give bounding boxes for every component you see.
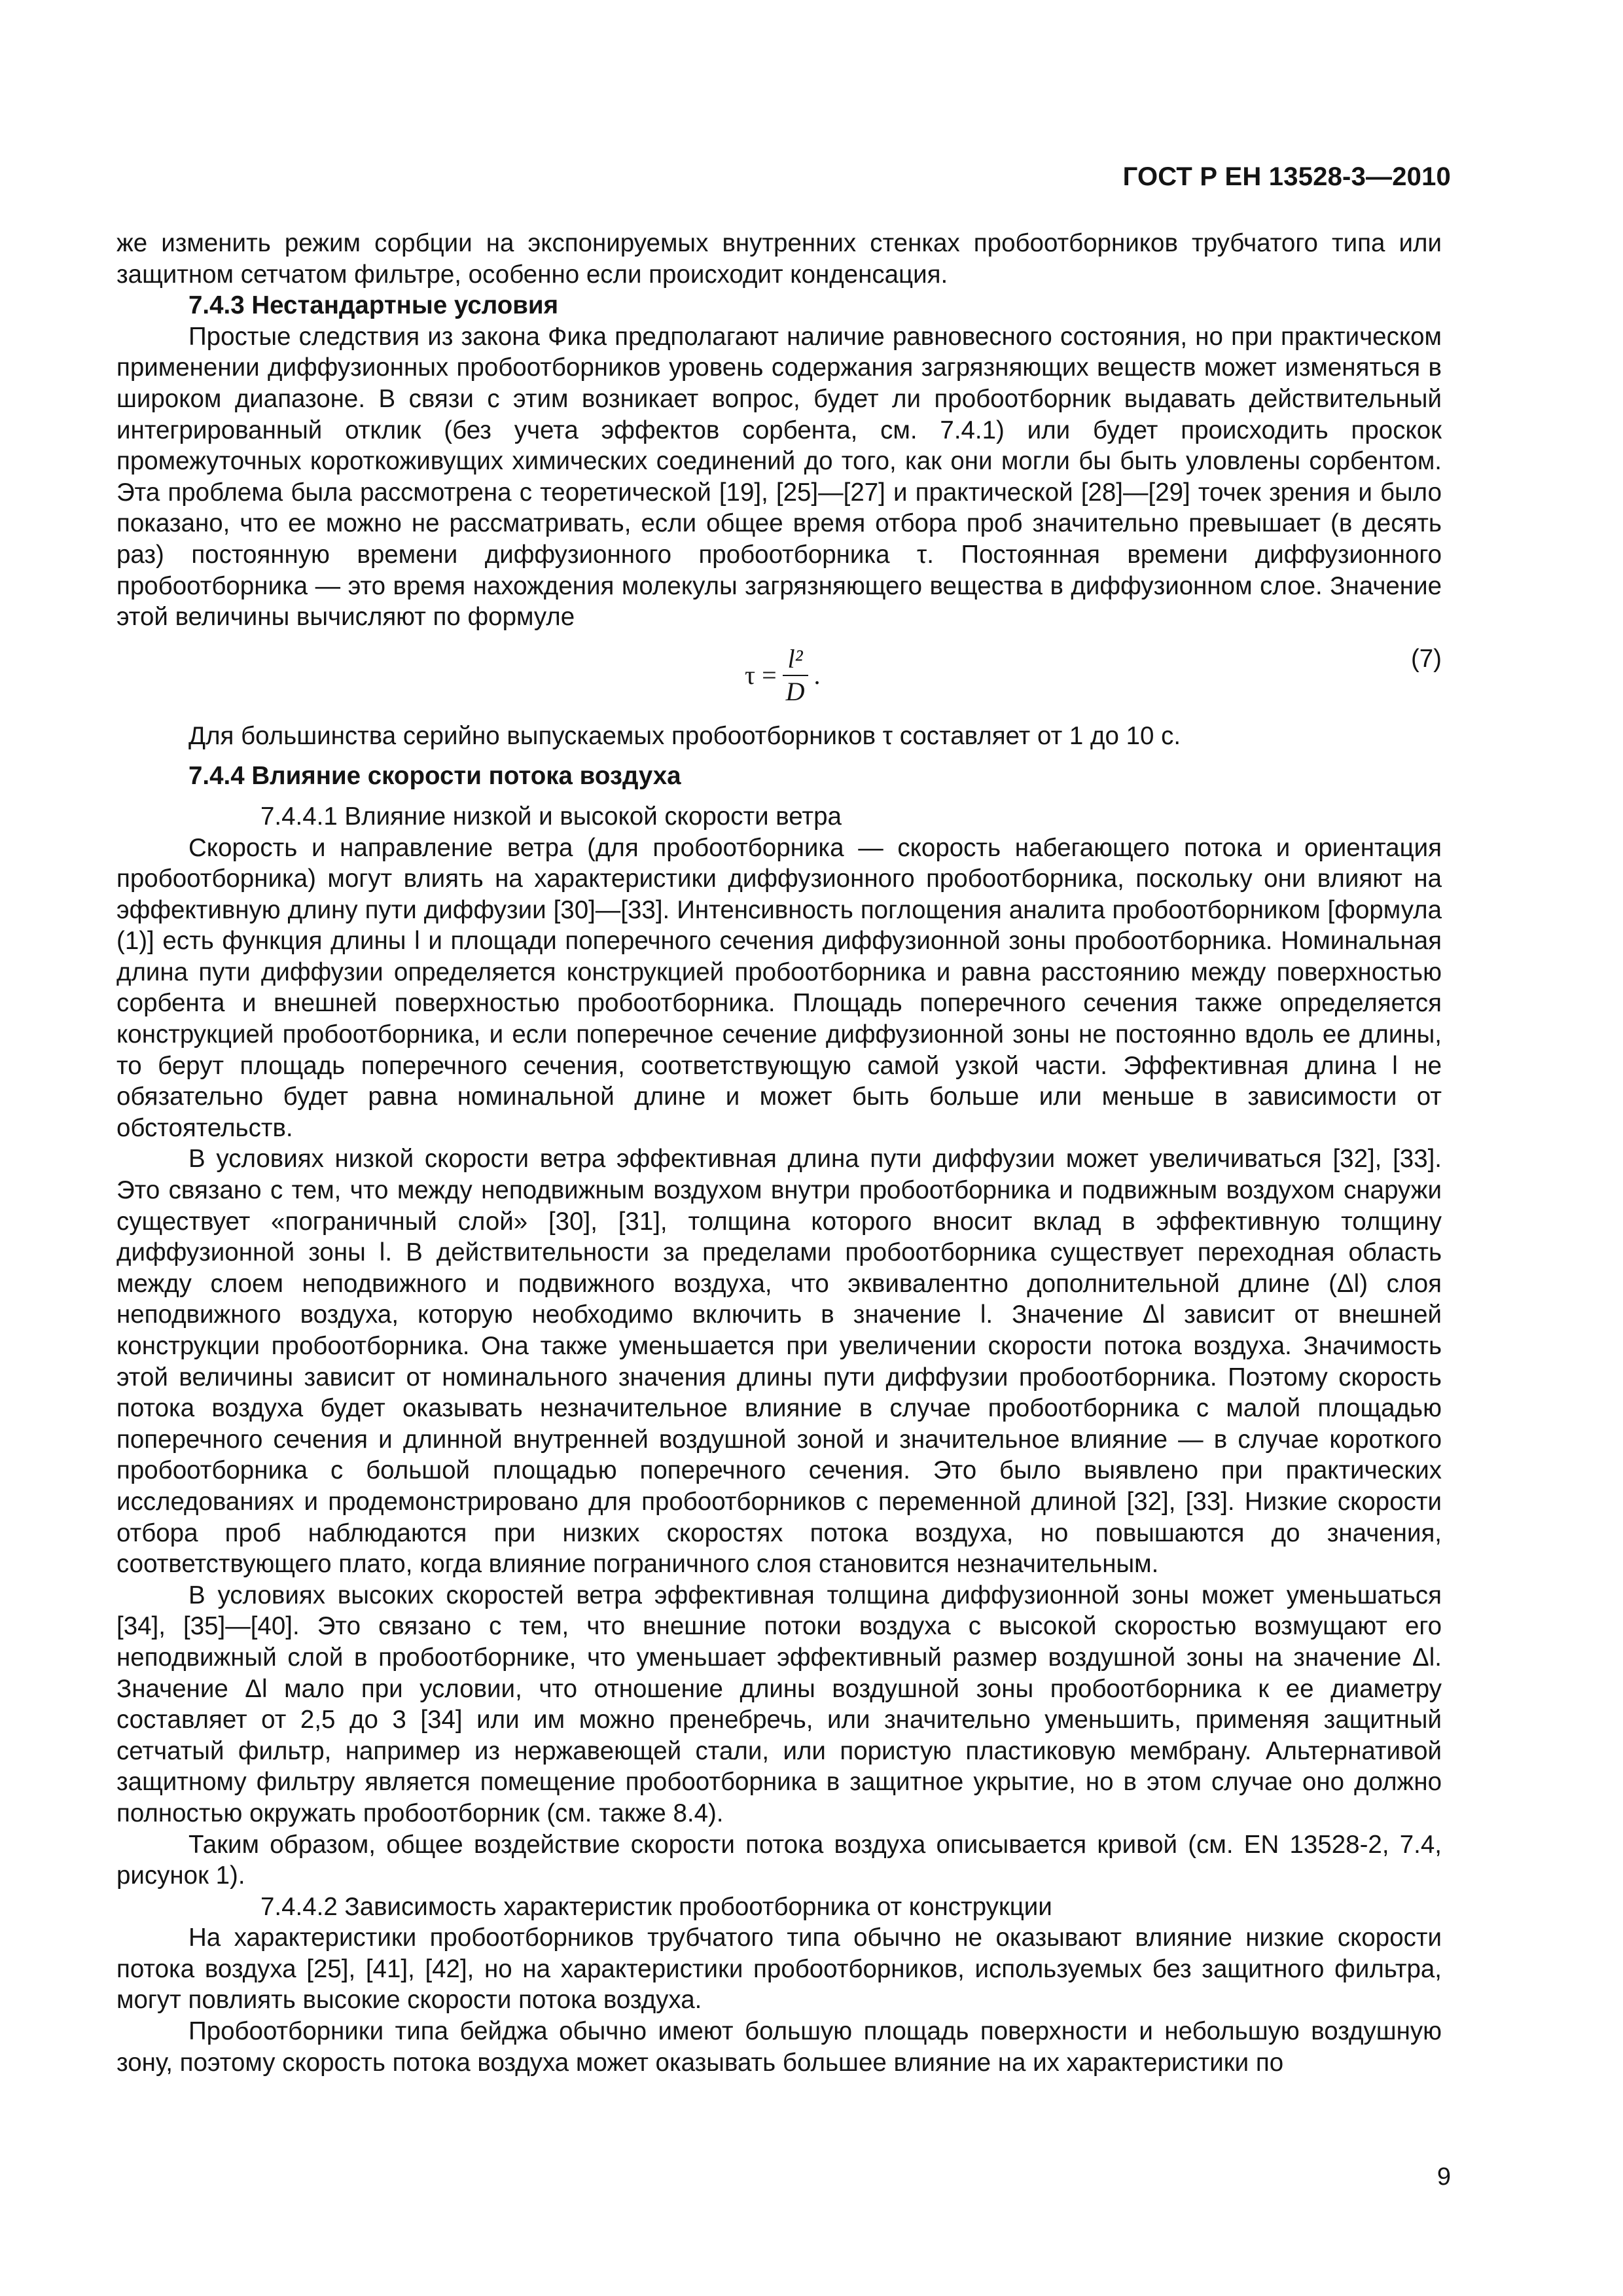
paragraph-7-4-4-1-high-wind: В условиях высоких скоростей ветра эффективная толщина диффузионной зоны может уменьшаться [34], [35]—[40]. Это связано с тем, что внешние потоки воздуха с высокой скоростью возмущают его неподвижный слой в пробоотборнике, что уменьшает эффективный размер воздушной зоны на значение Δl. Значение Δl мало при условии, что отношение длины воздушной зоны пробоотборника к ее диаметру составляет от 2,5 до 3 [34] или им можно пренебречь, или значительно уменьшить, применяя защитный сетчатый фильтр, например из нержавеющей стали, или пористую пластиковую мембрану. Альтернативой защитному фильтру является помещение пробоотборника в защитное укрытие, но в этом случае оно должно полностью окружать пробоотборник (см. также 8.4).	[116, 1581, 1442, 1827]
paragraph-7-4-3-fick: Простые следствия из закона Фика предполагают наличие равновесного состояния, но при практическом применении диффузионных пробоотборников уровень содержания загрязняющих веществ может изменяться в широком диапазоне. В связи с этим возникает вопрос, будет ли пробоотборник выдавать действительный интегрированный отклик (без учета эффектов сорбента, см. 7.4.1) или будет происходить проскок промежуточных короткоживущих химических соединений до того, как они могли бы быть уловлены сорбентом. Эта проблема была рассмотрена с теоретической [19], [25]—[27] и практической [28]—[29] точек зрения и было показано, что ее можно не рассматривать, если общее время отбора проб значительно превышает (в десять раз) постоянную времени диффузионного пробоотборника τ. Постоянная времени диффузионного пробоотборника — это время нахождения молекулы загрязняющего вещества в диффузионном слое. Значение этой величины вычисляют по формуле	[116, 322, 1442, 632]
spacer	[116, 792, 1442, 801]
paragraph-7-4-4-2-tube: На характеристики пробоотборников трубчатого типа обычно не оказывают влияние низкие скорости потока воздуха [25], [41], [42], но на характеристики пробоотборников, используемых без защитного фильтра, могут повлиять высокие скорости потока воздуха.	[116, 1924, 1442, 2015]
subsection-heading-7-4-4-2: 7.4.4.2 Зависимость характеристик пробоотборника от конструкции	[260, 1892, 1052, 1921]
paragraph-7-4-4-1-wind: Скорость и направление ветра (для пробоотборника — скорость набегающего потока и ориентация пробоотборника) могут влиять на характеристики диффузионного пробоотборника, поскольку они влияют на эффективную длину пути диффузии [30]—[33]. Интенсивность поглощения аналита пробоотборником [формула (1)] есть функция длины l и площади поперечного сечения диффузионной зоны пробоотборника. Номинальная длина пути диффузии определяется конструкцией пробоотборника и равна расстоянию между поверхностью сорбента и внешней поверхностью пробоотборника. Площадь поперечного сечения также определяется конструкцией пробоотборника, и если поперечное сечение диффузионной зоны не постоянно вдоль ее длины, то берут площадь поперечного сечения, соответствующую самой узкой части. Эффективная длина l не обязательно будет равна номинальной длине и может быть больше или меньше в зависимости от обстоятельств.	[116, 833, 1442, 1142]
page-number: 9	[1436, 2163, 1451, 2191]
paragraph-7-4-4-1-low-wind: В условиях низкой скорости ветра эффективная длина пути диффузии может увеличиваться [32], [33]. Это связано с тем, что между неподвижным воздухом внутри пробоотборника и подвижным воздухом снаружи существует «пограничный слой» [30], [31], толщина которого вносит вклад в эффективную толщину диффузионной зоны l. В действительности за пределами пробоотборника существует переходная область между слоем неподвижного и подвижного воздуха, что эквивалентно дополнительной длине (Δl) слоя неподвижного воздуха, которую необходимо включить в значение l. Значение Δl зависит от внешней конструкции пробоотборника. Она также уменьшается при увеличении скорости потока воздуха. Значимость этой величины зависит от номинального значения длины пути диффузии пробоотборника. Поэтому скорость потока воздуха будет оказывать незначительное влияние в случае пробоотборника с малой площадью поперечного сечения и длинной внутренней воздушной зоной и значительное влияние — в случае короткого пробоотборника с большой площадью поперечного сечения. Это было выявлено при практических исследованиях и продемонстрировано для пробоотборников с переменной длиной [32], [33]. Низкие скорости отбора проб наблюдаются при низких скоростях потока воздуха, но повышаются до значения, соответствующего плато, когда влияние пограничного слоя становится незначительным.	[116, 1145, 1442, 1579]
document-body	[116, 228, 1442, 2078]
section-heading-7-4-4: 7.4.4 Влияние скорости потока воздуха	[188, 762, 681, 791]
paragraph-7-4-4-2-badge: Пробоотборники типа бейджа обычно имеют большую площадь поверхности и небольшую воздушную зону, поэтому скорость потока воздуха может оказывать большее влияние на их характеристики по	[116, 2017, 1442, 2077]
paragraph-7-4-3-tau: Для большинства серийно выпускаемых пробоотборников τ составляет от 1 до 10 с.	[188, 721, 1181, 750]
formula-expression	[745, 643, 821, 708]
formula-number: (7)	[1410, 644, 1442, 673]
formula-denominator: D	[785, 676, 805, 706]
formula-7	[116, 636, 1442, 714]
formula-numerator: l²	[783, 643, 808, 676]
formula-tail: .	[813, 660, 821, 690]
standard-header: ГОСТ Р ЕН 13528-3—2010	[1122, 162, 1451, 191]
section-heading-7-4-3: 7.4.3 Нестандартные условия	[188, 291, 559, 320]
spacer	[116, 751, 1442, 761]
subsection-heading-7-4-4-1: 7.4.4.1 Влияние низкой и высокой скорости ветра	[260, 802, 842, 831]
formula-fraction	[781, 643, 810, 708]
paragraph-continuation: же изменить режим сорбции на экспонируемых внутренних стенках пробоотборников трубчатого типа или защитном сетчатом фильтре, особенно если происходит конденсация.	[116, 229, 1442, 289]
paragraph-7-4-4-1-summary: Таким образом, общее воздействие скорости потока воздуха описывается кривой (см. EN 13528-2, 7.4, рисунок 1).	[116, 1830, 1442, 1890]
formula-lhs: τ =	[745, 660, 777, 690]
